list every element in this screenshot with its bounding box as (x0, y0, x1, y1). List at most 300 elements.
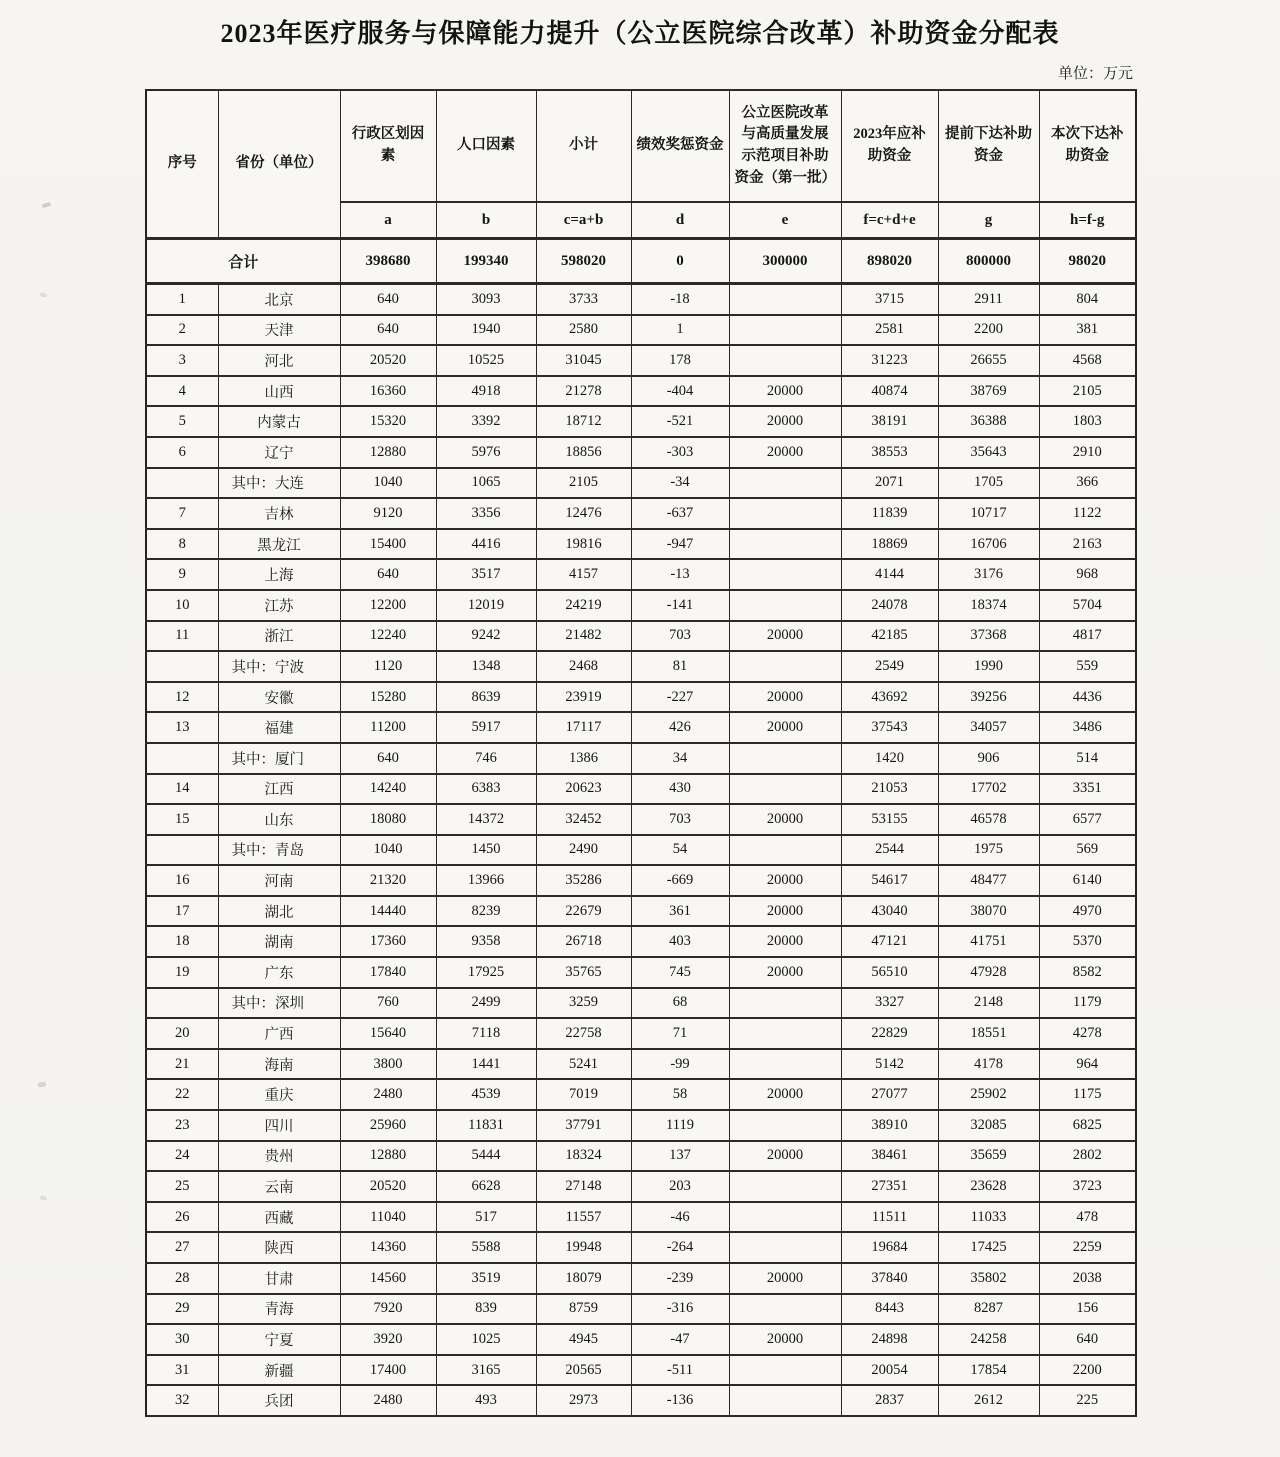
row-province: 其中：深圳 (218, 988, 340, 1019)
table-row (146, 804, 1136, 835)
row-province: 青海 (218, 1294, 340, 1325)
table-row (146, 529, 1136, 560)
row-value: 2071 (841, 468, 938, 499)
row-value: 18080 (340, 804, 436, 835)
row-value: 31223 (841, 345, 938, 376)
row-value: 745 (631, 957, 729, 988)
row-value: 2544 (841, 835, 938, 866)
row-value: 1 (631, 315, 729, 346)
row-seq: 21 (146, 1049, 218, 1080)
row-value: 1040 (340, 835, 436, 866)
column-header: 行政区划因素 (340, 90, 436, 202)
row-value: 42185 (841, 621, 938, 652)
row-value (729, 498, 841, 529)
table-row (146, 743, 1136, 774)
row-value: 366 (1039, 468, 1136, 499)
row-value: -47 (631, 1324, 729, 1355)
table-row (146, 1263, 1136, 1294)
row-value (729, 835, 841, 866)
table-row (146, 957, 1136, 988)
row-value: 1420 (841, 743, 938, 774)
column-letter: e (729, 202, 841, 239)
total-value: 0 (631, 239, 729, 284)
row-value: 38769 (938, 376, 1039, 407)
row-value: 2468 (536, 651, 631, 682)
row-value: 9120 (340, 498, 436, 529)
row-seq (146, 651, 218, 682)
row-value: 4918 (436, 376, 536, 407)
total-value: 800000 (938, 239, 1039, 284)
table-row (146, 1355, 1136, 1386)
row-value: 4416 (436, 529, 536, 560)
row-seq (146, 988, 218, 1019)
row-value: -141 (631, 590, 729, 621)
row-value: -404 (631, 376, 729, 407)
row-value (729, 1018, 841, 1049)
row-province: 河南 (218, 865, 340, 896)
row-value: 7019 (536, 1079, 631, 1110)
row-value: 11511 (841, 1202, 938, 1233)
column-header: 提前下达补助资金 (938, 90, 1039, 202)
row-seq: 2 (146, 315, 218, 346)
row-province: 福建 (218, 712, 340, 743)
row-value: 361 (631, 896, 729, 927)
row-value: 12200 (340, 590, 436, 621)
row-value: 27351 (841, 1171, 938, 1202)
row-value: 381 (1039, 315, 1136, 346)
row-value: 38910 (841, 1110, 938, 1141)
row-value: 2973 (536, 1385, 631, 1416)
row-province: 其中：青岛 (218, 835, 340, 866)
row-value: 514 (1039, 743, 1136, 774)
total-value: 398680 (340, 239, 436, 284)
row-value (729, 559, 841, 590)
row-value: 4817 (1039, 621, 1136, 652)
row-value: 35286 (536, 865, 631, 896)
row-seq: 17 (146, 896, 218, 927)
row-value: 68 (631, 988, 729, 1019)
row-value: 17854 (938, 1355, 1039, 1386)
table-row (146, 1141, 1136, 1172)
row-value: 640 (340, 315, 436, 346)
row-value: 6825 (1039, 1110, 1136, 1141)
row-value: 17360 (340, 926, 436, 957)
row-value: 15640 (340, 1018, 436, 1049)
table-row (146, 376, 1136, 407)
row-value: 2581 (841, 315, 938, 346)
row-value: 16360 (340, 376, 436, 407)
row-value: -13 (631, 559, 729, 590)
row-value: 1441 (436, 1049, 536, 1080)
row-value: 1175 (1039, 1079, 1136, 1110)
column-letter: a (340, 202, 436, 239)
column-header: 本次下达补助资金 (1039, 90, 1136, 202)
row-province: 吉林 (218, 498, 340, 529)
row-value: 3486 (1039, 712, 1136, 743)
table-row (146, 682, 1136, 713)
row-value: 24258 (938, 1324, 1039, 1355)
row-value: 20000 (729, 406, 841, 437)
row-province: 安徽 (218, 682, 340, 713)
table-row (146, 1171, 1136, 1202)
row-value: 21278 (536, 376, 631, 407)
row-value: -264 (631, 1232, 729, 1263)
row-value: 18374 (938, 590, 1039, 621)
row-province: 浙江 (218, 621, 340, 652)
row-value: 640 (340, 743, 436, 774)
row-value: 12880 (340, 1141, 436, 1172)
row-seq: 22 (146, 1079, 218, 1110)
row-value (729, 774, 841, 805)
row-value: -99 (631, 1049, 729, 1080)
column-letter: f=c+d+e (841, 202, 938, 239)
row-value: 36388 (938, 406, 1039, 437)
row-seq: 28 (146, 1263, 218, 1294)
row-value: 2200 (1039, 1355, 1136, 1386)
row-value: -637 (631, 498, 729, 529)
row-value: 2499 (436, 988, 536, 1019)
row-value: 2148 (938, 988, 1039, 1019)
row-value: 18551 (938, 1018, 1039, 1049)
row-value: 12240 (340, 621, 436, 652)
table-head (146, 90, 1136, 239)
row-value: 760 (340, 988, 436, 1019)
row-value: 7920 (340, 1294, 436, 1325)
table-row (146, 1110, 1136, 1141)
row-value (729, 1202, 841, 1233)
row-value: 478 (1039, 1202, 1136, 1233)
table-container (145, 58, 1135, 1417)
row-value (729, 743, 841, 774)
row-province: 北京 (218, 284, 340, 315)
row-value: 10525 (436, 345, 536, 376)
row-province: 西藏 (218, 1202, 340, 1233)
column-letter: c=a+b (536, 202, 631, 239)
row-province: 江西 (218, 774, 340, 805)
row-value: 22829 (841, 1018, 938, 1049)
row-value: 14560 (340, 1263, 436, 1294)
row-value: 41751 (938, 926, 1039, 957)
row-value: 20000 (729, 712, 841, 743)
row-value: 2105 (1039, 376, 1136, 407)
row-value: 38553 (841, 437, 938, 468)
row-province: 河北 (218, 345, 340, 376)
table-row (146, 1324, 1136, 1355)
row-value: 2480 (340, 1079, 436, 1110)
row-value: 22758 (536, 1018, 631, 1049)
row-value: 640 (340, 284, 436, 315)
row-value: 1179 (1039, 988, 1136, 1019)
row-value: 15320 (340, 406, 436, 437)
row-value: 8639 (436, 682, 536, 713)
row-value: 19816 (536, 529, 631, 560)
row-value: 53155 (841, 804, 938, 835)
row-province: 贵州 (218, 1141, 340, 1172)
row-value: 4970 (1039, 896, 1136, 927)
row-seq: 5 (146, 406, 218, 437)
row-province: 海南 (218, 1049, 340, 1080)
row-value: 20000 (729, 682, 841, 713)
table-row (146, 468, 1136, 499)
row-value: -511 (631, 1355, 729, 1386)
row-value: 14240 (340, 774, 436, 805)
row-value (729, 468, 841, 499)
table-row (146, 559, 1136, 590)
row-value: 1940 (436, 315, 536, 346)
row-province: 广西 (218, 1018, 340, 1049)
column-header: 省份（单位） (218, 90, 340, 239)
row-value: 19948 (536, 1232, 631, 1263)
row-value: 38461 (841, 1141, 938, 1172)
row-value: 2580 (536, 315, 631, 346)
row-value: 15400 (340, 529, 436, 560)
row-value: 14440 (340, 896, 436, 927)
row-value: 20000 (729, 376, 841, 407)
row-seq: 13 (146, 712, 218, 743)
row-value: 2802 (1039, 1141, 1136, 1172)
row-value: 2163 (1039, 529, 1136, 560)
row-value: 16706 (938, 529, 1039, 560)
column-header: 绩效奖惩资金 (631, 90, 729, 202)
row-value: 4436 (1039, 682, 1136, 713)
row-value: 71 (631, 1018, 729, 1049)
row-province: 甘肃 (218, 1263, 340, 1294)
row-value: 2837 (841, 1385, 938, 1416)
table-body (146, 239, 1136, 1416)
row-value: 25960 (340, 1110, 436, 1141)
table-row (146, 1018, 1136, 1049)
row-value: 3165 (436, 1355, 536, 1386)
row-value: 20000 (729, 804, 841, 835)
row-province: 宁夏 (218, 1324, 340, 1355)
row-value: 964 (1039, 1049, 1136, 1080)
row-value: 430 (631, 774, 729, 805)
row-value: 12019 (436, 590, 536, 621)
row-value: 8582 (1039, 957, 1136, 988)
row-province: 上海 (218, 559, 340, 590)
row-value: 1119 (631, 1110, 729, 1141)
table-row (146, 590, 1136, 621)
table-row (146, 1049, 1136, 1080)
row-value: 178 (631, 345, 729, 376)
row-value: 1025 (436, 1324, 536, 1355)
row-value: 20000 (729, 865, 841, 896)
row-value: 2612 (938, 1385, 1039, 1416)
row-value: 27148 (536, 1171, 631, 1202)
row-value: 19684 (841, 1232, 938, 1263)
row-province: 其中：宁波 (218, 651, 340, 682)
total-value: 598020 (536, 239, 631, 284)
row-value: 35802 (938, 1263, 1039, 1294)
row-value: 1990 (938, 651, 1039, 682)
row-seq: 20 (146, 1018, 218, 1049)
row-seq: 24 (146, 1141, 218, 1172)
row-value: 8443 (841, 1294, 938, 1325)
row-value: 746 (436, 743, 536, 774)
row-seq: 8 (146, 529, 218, 560)
row-province: 山西 (218, 376, 340, 407)
table-row (146, 315, 1136, 346)
row-value: -947 (631, 529, 729, 560)
table-row (146, 712, 1136, 743)
row-value (729, 529, 841, 560)
row-value (729, 1232, 841, 1263)
row-value: 21053 (841, 774, 938, 805)
row-value: 6577 (1039, 804, 1136, 835)
row-value: 804 (1039, 284, 1136, 315)
row-value: 2480 (340, 1385, 436, 1416)
row-value: 24078 (841, 590, 938, 621)
row-province: 广东 (218, 957, 340, 988)
row-value: 24219 (536, 590, 631, 621)
row-value: 47121 (841, 926, 938, 957)
row-value: 20000 (729, 437, 841, 468)
row-value: 3176 (938, 559, 1039, 590)
row-value: 23919 (536, 682, 631, 713)
row-value: 15280 (340, 682, 436, 713)
total-label: 合计 (146, 239, 340, 284)
row-value: 26718 (536, 926, 631, 957)
table-row (146, 1202, 1136, 1233)
row-value: 137 (631, 1141, 729, 1172)
table-row (146, 345, 1136, 376)
row-value: 5704 (1039, 590, 1136, 621)
row-value: 6383 (436, 774, 536, 805)
row-value: 839 (436, 1294, 536, 1325)
table-row (146, 406, 1136, 437)
row-value: 24898 (841, 1324, 938, 1355)
row-value: 1975 (938, 835, 1039, 866)
row-value: 13966 (436, 865, 536, 896)
row-value: 3715 (841, 284, 938, 315)
row-value: 12880 (340, 437, 436, 468)
row-seq: 10 (146, 590, 218, 621)
row-province: 江苏 (218, 590, 340, 621)
row-province: 重庆 (218, 1079, 340, 1110)
row-value: 18869 (841, 529, 938, 560)
row-value: 4945 (536, 1324, 631, 1355)
row-value: 4568 (1039, 345, 1136, 376)
row-value: -46 (631, 1202, 729, 1233)
row-seq: 16 (146, 865, 218, 896)
row-value: 38070 (938, 896, 1039, 927)
row-province: 云南 (218, 1171, 340, 1202)
table-row (146, 621, 1136, 652)
unit-label: 单位：万元 (1057, 66, 1133, 82)
row-province: 其中：大连 (218, 468, 340, 499)
row-value: 21482 (536, 621, 631, 652)
row-province: 陕西 (218, 1232, 340, 1263)
row-value: 1386 (536, 743, 631, 774)
column-header: 人口因素 (436, 90, 536, 202)
row-value: -136 (631, 1385, 729, 1416)
row-value: 14360 (340, 1232, 436, 1263)
row-value: 27077 (841, 1079, 938, 1110)
row-value: 8239 (436, 896, 536, 927)
row-value: 25902 (938, 1079, 1039, 1110)
row-value: 46578 (938, 804, 1039, 835)
row-seq (146, 468, 218, 499)
row-province: 四川 (218, 1110, 340, 1141)
row-value: 493 (436, 1385, 536, 1416)
row-seq: 30 (146, 1324, 218, 1355)
table-row (146, 1232, 1136, 1263)
row-province: 山东 (218, 804, 340, 835)
row-value: 2490 (536, 835, 631, 866)
row-value: 37543 (841, 712, 938, 743)
row-value: 20054 (841, 1355, 938, 1386)
row-value: 4144 (841, 559, 938, 590)
row-value: 11831 (436, 1110, 536, 1141)
row-value: 9242 (436, 621, 536, 652)
row-value: 20000 (729, 957, 841, 988)
row-value: 3920 (340, 1324, 436, 1355)
row-value: 5917 (436, 712, 536, 743)
row-value: 5444 (436, 1141, 536, 1172)
row-value: 156 (1039, 1294, 1136, 1325)
row-value: 43040 (841, 896, 938, 927)
row-province: 湖南 (218, 926, 340, 957)
row-value: 3723 (1039, 1171, 1136, 1202)
row-value: 48477 (938, 865, 1039, 896)
table-row (146, 437, 1136, 468)
row-value: 12476 (536, 498, 631, 529)
row-value: 2200 (938, 315, 1039, 346)
scan-artifact (38, 1081, 47, 1087)
page-title: 2023年医疗服务与保障能力提升（公立医院综合改革）补助资金分配表 (220, 19, 1060, 48)
row-seq: 1 (146, 284, 218, 315)
row-value: -34 (631, 468, 729, 499)
row-province: 黑龙江 (218, 529, 340, 560)
row-value: 703 (631, 804, 729, 835)
total-value: 300000 (729, 239, 841, 284)
row-seq (146, 743, 218, 774)
table-row (146, 1385, 1136, 1416)
table-row (146, 284, 1136, 315)
row-value: 4178 (938, 1049, 1039, 1080)
row-value: 20000 (729, 1141, 841, 1172)
scan-artifact (40, 1196, 47, 1201)
row-value: 54617 (841, 865, 938, 896)
row-value (729, 1171, 841, 1202)
row-value: 34057 (938, 712, 1039, 743)
row-value: 17925 (436, 957, 536, 988)
table-row (146, 896, 1136, 927)
row-value: 1705 (938, 468, 1039, 499)
row-value: 17117 (536, 712, 631, 743)
row-value: 403 (631, 926, 729, 957)
row-value: 5588 (436, 1232, 536, 1263)
row-value: 11040 (340, 1202, 436, 1233)
row-value: 8759 (536, 1294, 631, 1325)
column-letter: g (938, 202, 1039, 239)
row-value: 3351 (1039, 774, 1136, 805)
row-value: 5241 (536, 1049, 631, 1080)
row-value: 1348 (436, 651, 536, 682)
row-value: 20565 (536, 1355, 631, 1386)
row-value: 2549 (841, 651, 938, 682)
row-value: 640 (340, 559, 436, 590)
row-seq (146, 835, 218, 866)
row-value: 3392 (436, 406, 536, 437)
row-seq: 31 (146, 1355, 218, 1386)
row-value: 11557 (536, 1202, 631, 1233)
row-value: 20623 (536, 774, 631, 805)
column-header: 序号 (146, 90, 218, 239)
row-seq: 12 (146, 682, 218, 713)
row-value (729, 315, 841, 346)
row-value: 20520 (340, 345, 436, 376)
